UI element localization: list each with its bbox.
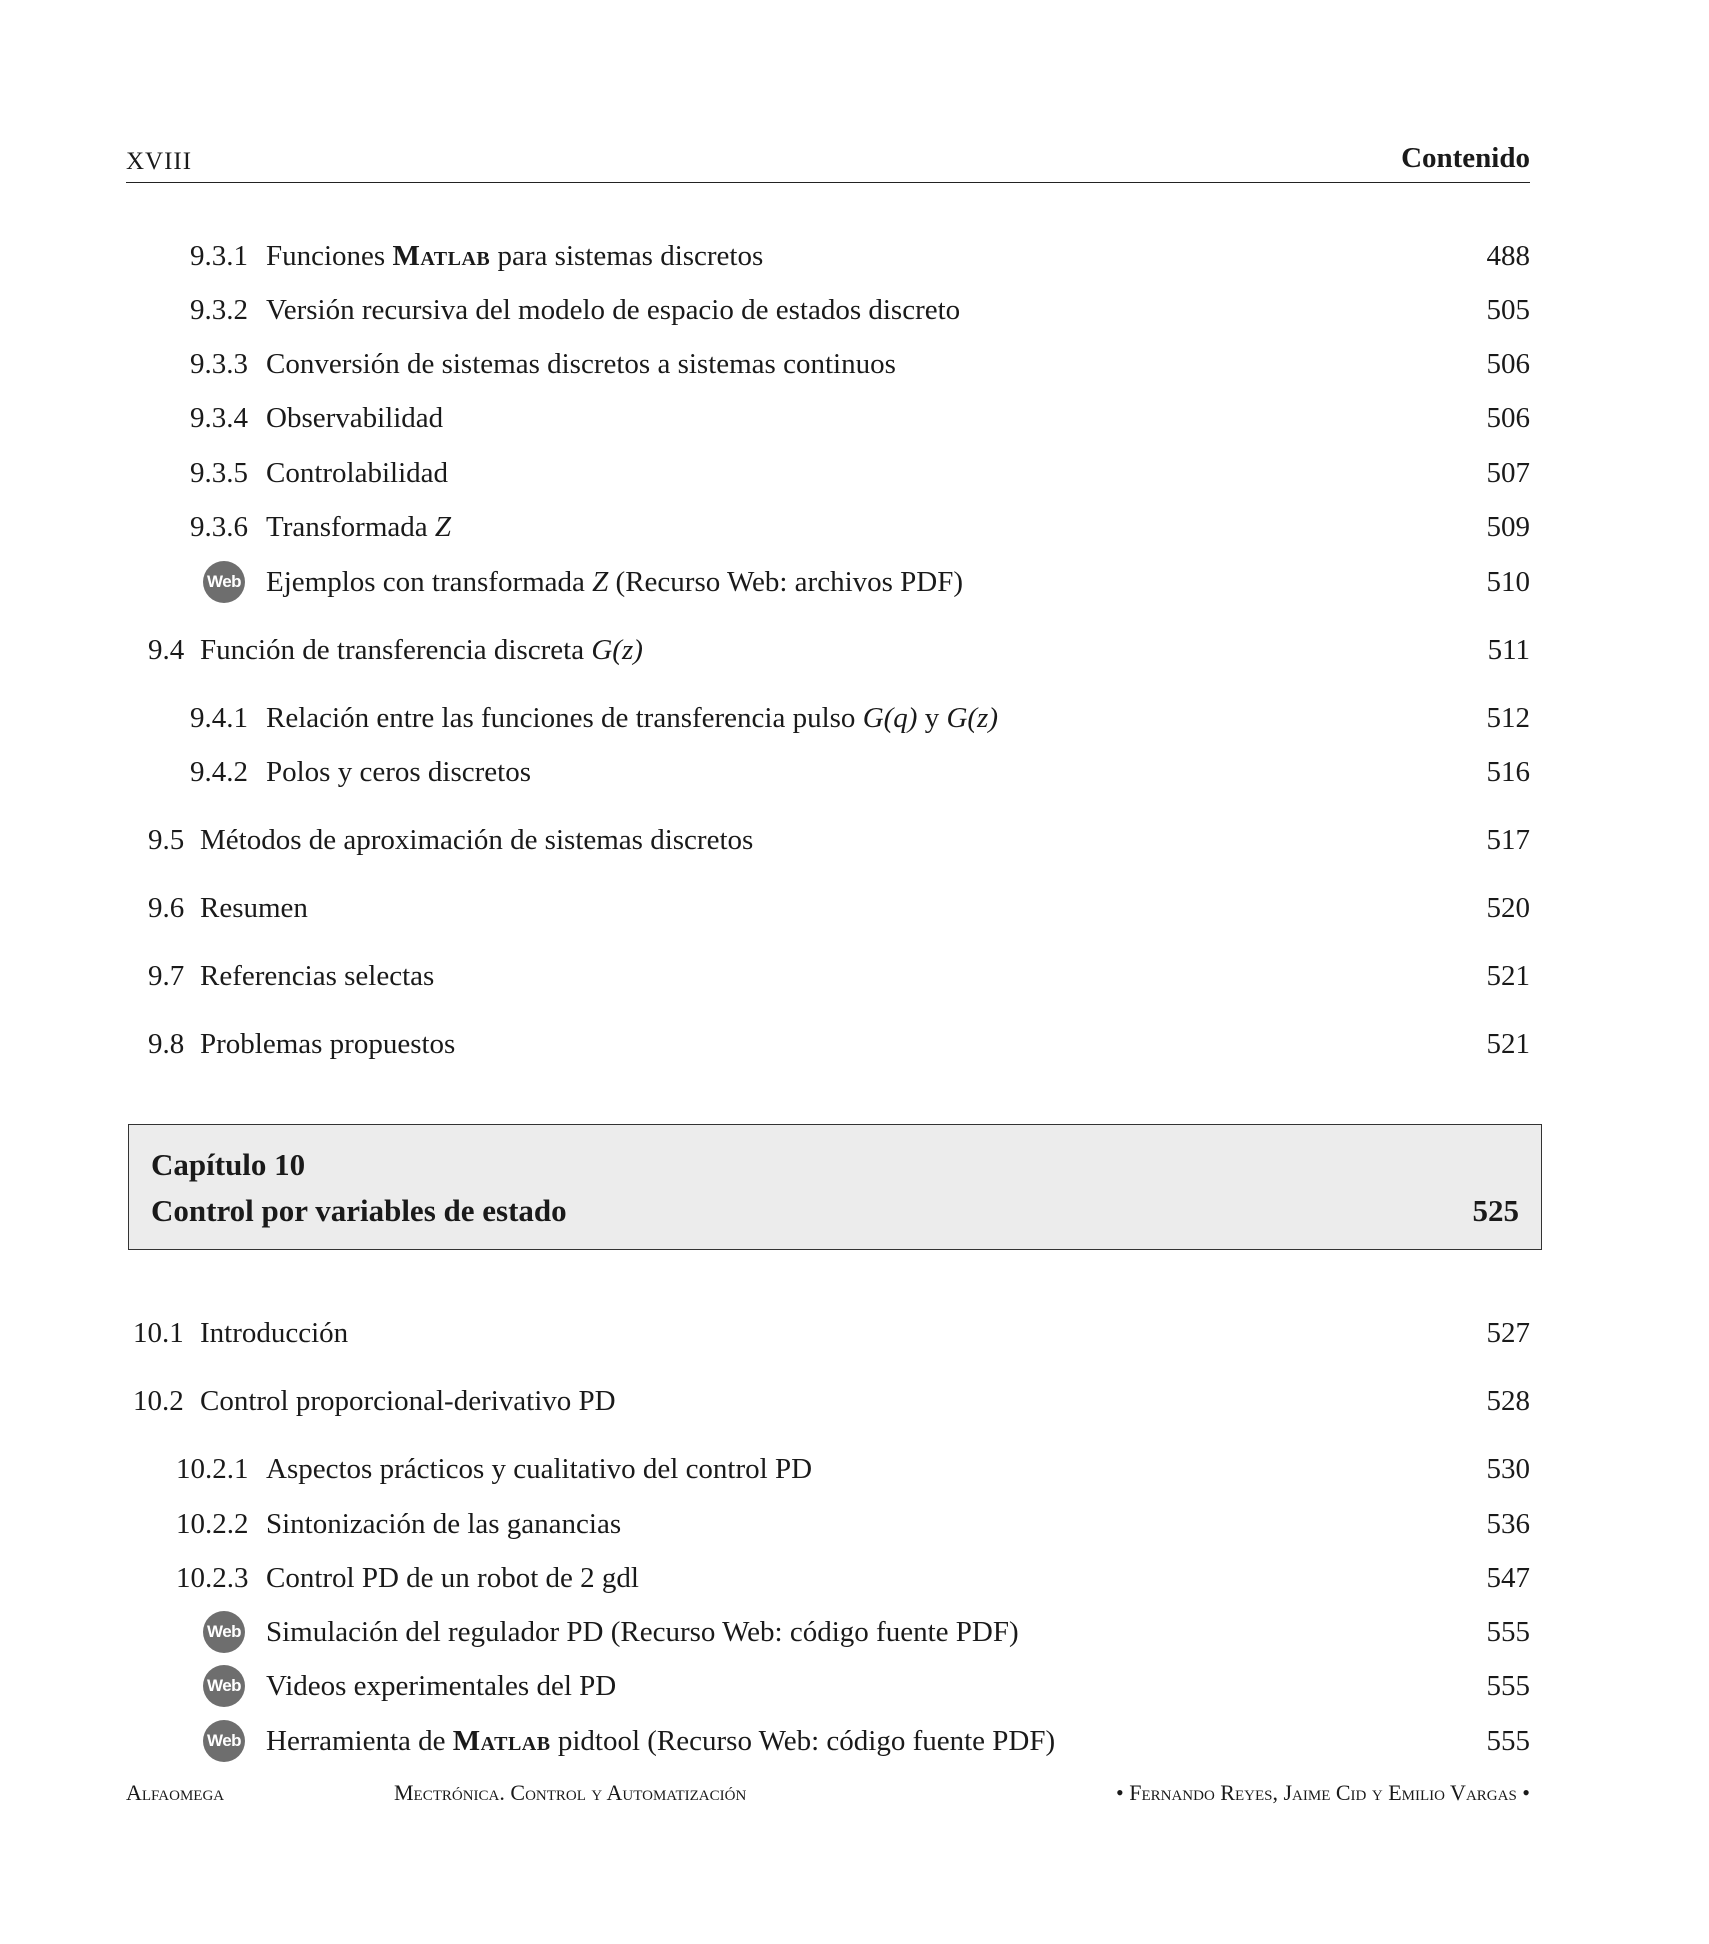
footer-publisher: Alfaomega	[126, 1780, 225, 1805]
toc-entry[interactable]	[0, 292, 1709, 328]
page-header	[126, 140, 1530, 183]
entry-page: 507	[1486, 457, 1530, 489]
entry-title: Referencias selectas	[200, 960, 435, 992]
math-symbol: Z	[592, 566, 609, 598]
footer-authors: • Fernando Reyes, Jaime Cid y Emilio Vargas •	[1116, 1780, 1530, 1805]
page-number-label: XVIII	[126, 148, 193, 175]
entry-title: Sintonización de las ganancias	[266, 1508, 622, 1540]
entry-page: 547	[1486, 1562, 1530, 1594]
entry-page: 555	[1486, 1670, 1530, 1702]
entry-page: 511	[1487, 634, 1530, 666]
entry-page: 512	[1486, 702, 1530, 734]
software-name: Matlab	[452, 1725, 551, 1757]
entry-number: 10.2.1	[176, 1453, 249, 1485]
entry-number: 9.6	[148, 892, 185, 924]
toc-entry[interactable]	[0, 890, 1709, 926]
entry-page: 555	[1486, 1616, 1530, 1648]
entry-page: 516	[1486, 756, 1530, 788]
toc-entry[interactable]	[0, 1451, 1709, 1487]
entry-page: 520	[1486, 892, 1530, 924]
entry-title: Introducción	[200, 1317, 349, 1349]
entry-page: 506	[1486, 348, 1530, 380]
web-resource-icon: Web	[203, 1720, 245, 1762]
entry-title: Versión recursiva del modelo de espacio de estados discreto	[266, 294, 961, 326]
entry-title: Control PD de un robot de 2 gdl	[266, 1562, 639, 1594]
math-symbol: Z	[434, 511, 452, 543]
entry-title: Métodos de aproximación de sistemas discretos	[200, 824, 754, 856]
toc-entry[interactable]	[0, 509, 1709, 545]
entry-title: Control proporcional-derivativo PD	[200, 1385, 616, 1417]
entry-number: 9.7	[148, 960, 185, 992]
entry-number: 10.2	[133, 1385, 184, 1417]
entry-page: 488	[1486, 240, 1530, 272]
entry-title: Simulación del regulador PD (Recurso Web: código fuente PDF)	[266, 1616, 1019, 1648]
toc-entry[interactable]	[0, 1506, 1709, 1542]
entry-page: 510	[1486, 566, 1530, 598]
web-resource-entry[interactable]	[0, 1668, 1709, 1704]
entry-number: 9.3.5	[190, 457, 248, 489]
entry-number: 9.4.2	[190, 756, 248, 788]
toc-entry[interactable]	[0, 958, 1709, 994]
entry-title: Función de transferencia discreta G(z)	[200, 634, 643, 666]
math-expression: G(z)	[946, 702, 998, 734]
software-name: Matlab	[392, 240, 491, 272]
entry-title: Transformada Z	[266, 511, 452, 543]
entry-title: Relación entre las funciones de transferencia pulso G(q) y G(z)	[266, 702, 998, 734]
chapter-heading[interactable]	[128, 1124, 1542, 1250]
toc-entry[interactable]	[0, 1026, 1709, 1062]
entry-page: 530	[1486, 1453, 1530, 1485]
entry-number: 9.4	[148, 634, 185, 666]
entry-page: 517	[1486, 824, 1530, 856]
toc-entry[interactable]	[0, 1560, 1709, 1596]
toc-entry[interactable]	[0, 700, 1709, 736]
entry-title: Herramienta de Matlab pidtool (Recurso Web: código fuente PDF)	[266, 1725, 1056, 1757]
entry-page: 506	[1486, 402, 1530, 434]
entry-number: 9.3.6	[190, 511, 248, 543]
entry-number: 10.2.3	[176, 1562, 249, 1594]
entry-number: 10.2.2	[176, 1508, 249, 1540]
entry-title: Aspectos prácticos y cualitativo del control PD	[266, 1453, 813, 1485]
entry-page: 528	[1486, 1385, 1530, 1417]
entry-page: 505	[1486, 294, 1530, 326]
entry-title: Conversión de sistemas discretos a sistemas continuos	[266, 348, 896, 380]
entry-number: 9.5	[148, 824, 185, 856]
toc-entry[interactable]	[0, 822, 1709, 858]
entry-page: 527	[1486, 1317, 1530, 1349]
toc-entry[interactable]	[0, 754, 1709, 790]
math-expression: G(z)	[591, 634, 643, 666]
math-expression: G(q)	[862, 702, 918, 734]
entry-page: 521	[1486, 960, 1530, 992]
toc-entry[interactable]	[0, 346, 1709, 382]
entry-page: 509	[1486, 511, 1530, 543]
entry-number: 9.3.2	[190, 294, 248, 326]
entry-page: 521	[1486, 1028, 1530, 1060]
web-resource-entry[interactable]	[0, 1723, 1709, 1759]
web-resource-icon: Web	[203, 561, 245, 603]
entry-title: Polos y ceros discretos	[266, 756, 531, 788]
entry-page: 536	[1486, 1508, 1530, 1540]
toc-entry[interactable]	[0, 238, 1709, 274]
entry-number: 9.8	[148, 1028, 185, 1060]
chapter-title: Control por variables de estado	[151, 1193, 567, 1228]
entry-title: Videos experimentales del PD	[266, 1670, 617, 1702]
entry-number: 9.3.4	[190, 402, 248, 434]
entry-title: Ejemplos con transformada Z (Recurso Web: archivos PDF)	[266, 566, 964, 598]
entry-page: 555	[1486, 1725, 1530, 1757]
toc-entry[interactable]	[0, 455, 1709, 491]
running-title: Contenido	[1401, 142, 1530, 174]
web-resource-entry[interactable]	[0, 564, 1709, 600]
web-resource-icon: Web	[203, 1611, 245, 1653]
entry-number: 9.3.3	[190, 348, 248, 380]
footer-book-title: Mectrónica. Control y Automatización	[394, 1780, 747, 1805]
entry-title: Observabilidad	[266, 402, 444, 434]
toc-entry[interactable]	[0, 400, 1709, 436]
entry-title: Funciones Matlab para sistemas discretos	[266, 240, 764, 272]
entry-title: Resumen	[200, 892, 308, 924]
web-resource-icon: Web	[203, 1665, 245, 1707]
chapter-page: 525	[1472, 1193, 1519, 1228]
toc-entry[interactable]	[0, 632, 1709, 668]
entry-number: 9.3.1	[190, 240, 248, 272]
toc-entry[interactable]	[0, 1315, 1709, 1351]
web-resource-entry[interactable]	[0, 1614, 1709, 1650]
toc-entry[interactable]	[0, 1383, 1709, 1419]
entry-number: 10.1	[133, 1317, 184, 1349]
entry-number: 9.4.1	[190, 702, 248, 734]
entry-title: Problemas propuestos	[200, 1028, 456, 1060]
chapter-label: Capítulo 10	[151, 1147, 306, 1182]
entry-title: Controlabilidad	[266, 457, 449, 489]
